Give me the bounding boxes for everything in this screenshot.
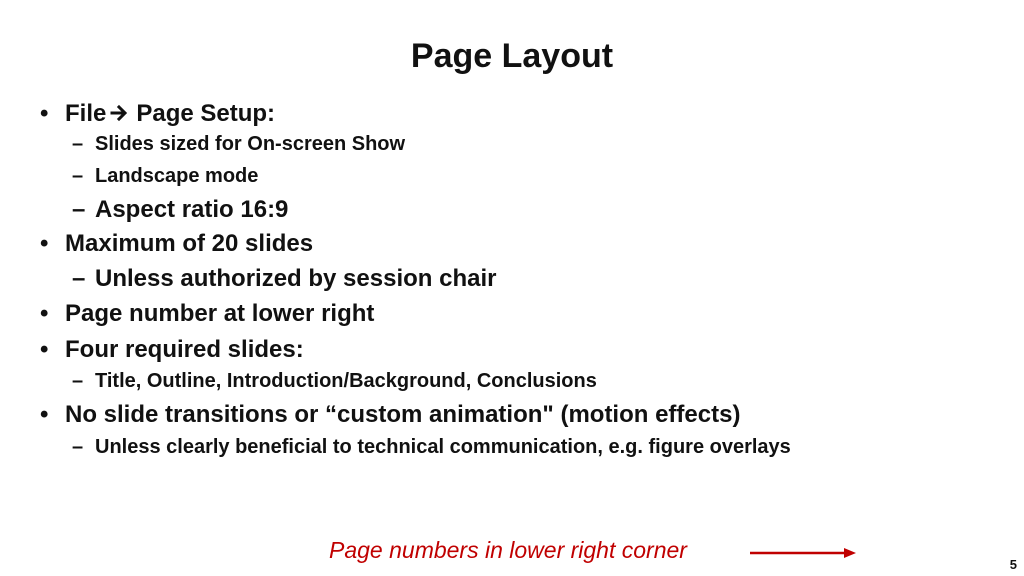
right-arrow-icon (750, 545, 860, 566)
sub-bullet-marker: – (72, 436, 84, 458)
sub-bullet-marker: – (72, 165, 84, 187)
bullet-text: File (65, 100, 107, 127)
bullet-marker: • (40, 401, 49, 428)
footnote-text: Page numbers in lower right corner (329, 537, 687, 563)
right-arrow-icon (110, 101, 130, 129)
bullet-marker: • (40, 336, 49, 363)
sub-bullet-text: Aspect ratio 16:9 (95, 196, 289, 223)
bullet-text: Page Setup: (136, 100, 276, 127)
sub-bullet-text: Title, Outline, Introduction/Background, Conclusions (95, 370, 597, 392)
page-number: 5 (1009, 557, 1017, 572)
bullet-text: Four required slides: (65, 336, 304, 363)
sub-bullet-marker: – (72, 265, 86, 292)
bullet-text: Page number at lower right (65, 300, 375, 327)
bullet-marker: • (40, 230, 49, 257)
bullet-text: Maximum of 20 slides (65, 230, 314, 257)
sub-bullet-text: Unless authorized by session chair (95, 265, 497, 292)
bullet-marker: • (40, 100, 49, 127)
sub-bullet-marker: – (72, 196, 86, 223)
sub-bullet-text: Unless clearly beneficial to technical communication, e.g. figure overlays (95, 436, 791, 458)
sub-bullet-marker: – (72, 133, 84, 155)
bullet-text: No slide transitions or “custom animation" (motion effects) (65, 401, 741, 428)
sub-bullet-text: Landscape mode (95, 165, 259, 187)
slide-title: Page Layout (410, 37, 614, 75)
sub-bullet-marker: – (72, 370, 84, 392)
bullet-marker: • (40, 300, 49, 327)
sub-bullet-text: Slides sized for On-screen Show (95, 133, 406, 155)
